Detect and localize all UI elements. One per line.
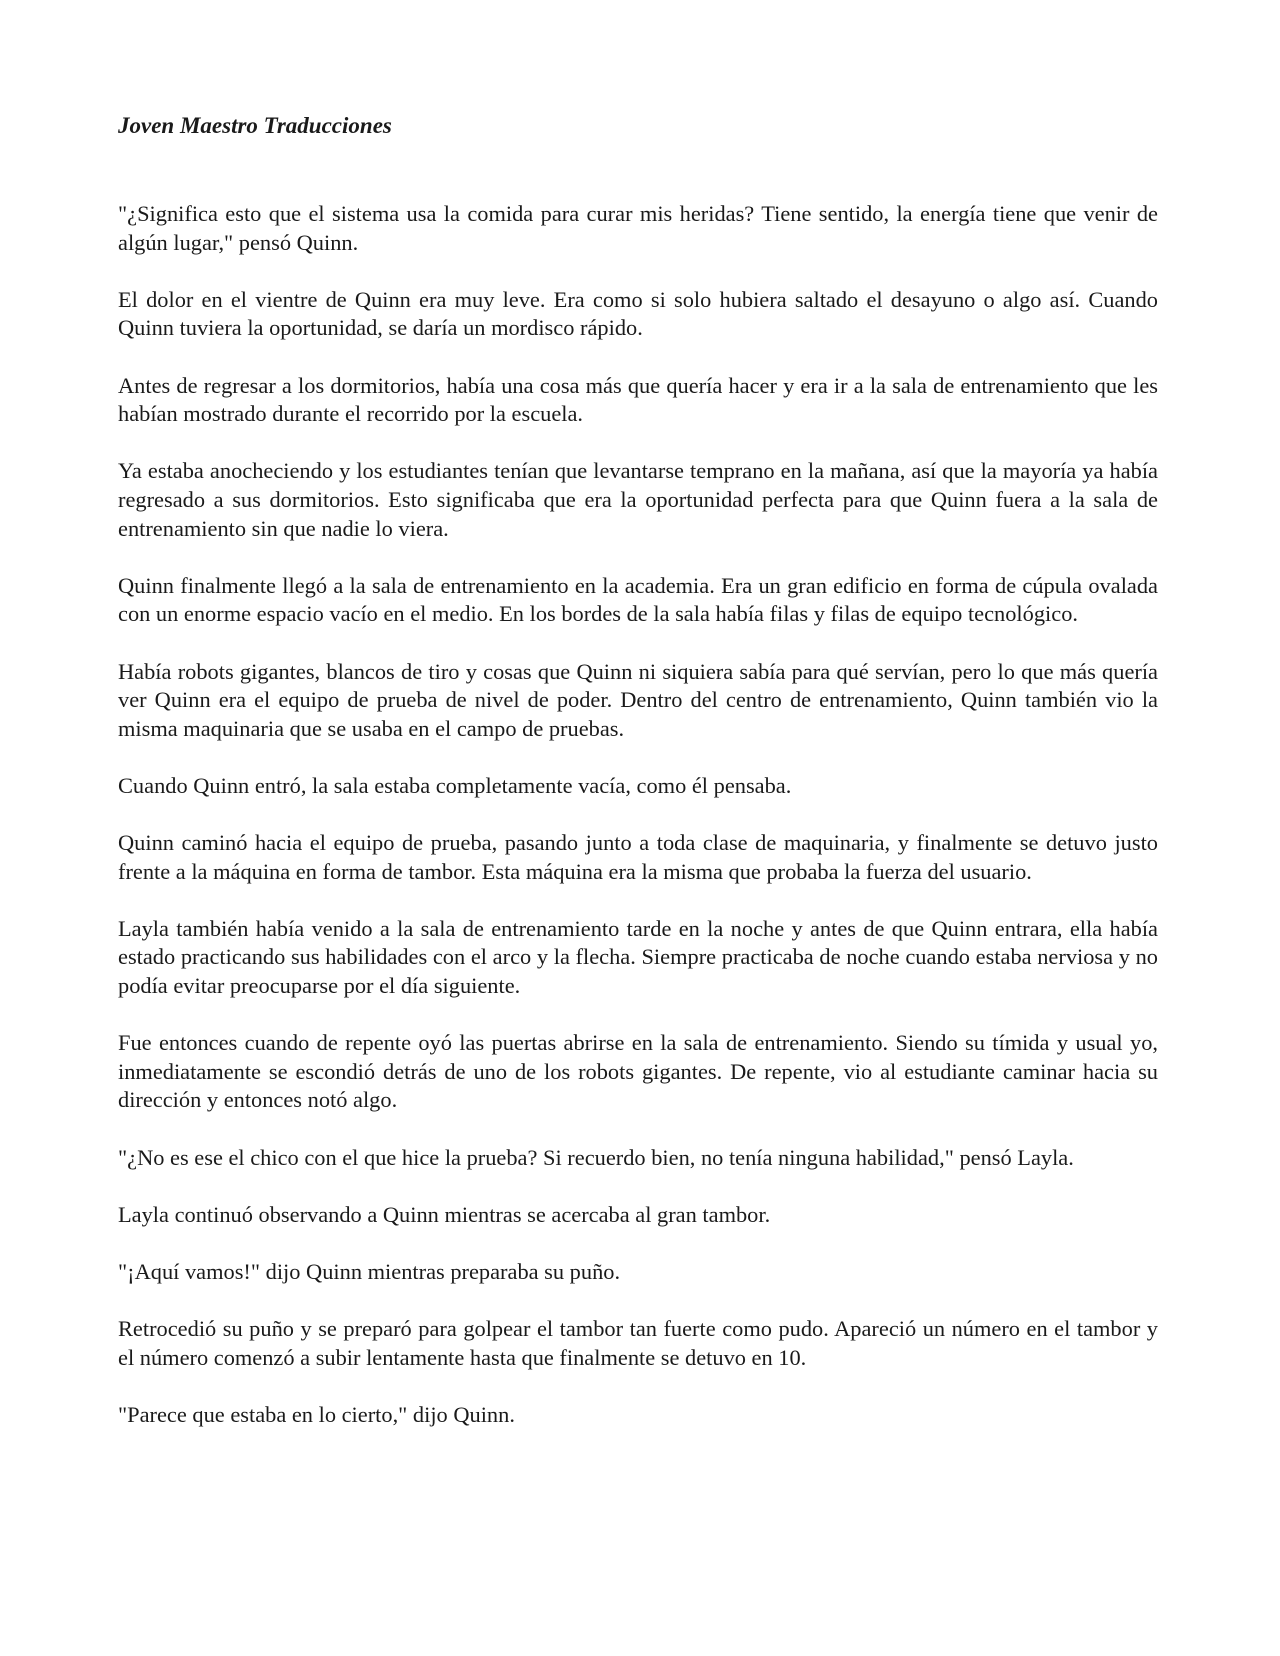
- paragraph: "Parece que estaba en lo cierto," dijo Quinn.: [118, 1401, 515, 1427]
- paragraph: Fue entonces cuando de repente oyó las puertas abrirse en la sala de entrenamiento. Siendo su tímida y usual yo, inmediatamente se escondió detrás de uno de los robots gigantes. De repente, vio al estudiante caminar hacia su dirección y entonces notó algo.: [118, 1030, 1158, 1113]
- paragraph: Quinn caminó hacia el equipo de prueba, pasando junto a toda clase de maquinaria, y finalmente se detuvo justo frente a la máquina en forma de tambor. Esta máquina era la misma que probaba la fuerza del usuario.: [118, 830, 1158, 884]
- document-page: [118, 112, 1158, 1458]
- paragraph: Layla también había venido a la sala de entrenamiento tarde en la noche y antes de que Quinn entrara, ella había estado practicando sus habilidades con el arco y la flecha. Siempre practicaba de noche cuando estaba nerviosa y no podía evitar preocuparse por el día siguiente.: [118, 915, 1158, 999]
- paragraph: "¡Aquí vamos!" dijo Quinn mientras preparaba su puño.: [118, 1258, 621, 1284]
- paragraph: El dolor en el vientre de Quinn era muy leve. Era como si solo hubiera saltado el desayuno o algo así. Cuando Quinn tuviera la oportunidad, se daría un mordisco rápido.: [118, 286, 1158, 341]
- paragraph: "¿Significa esto que el sistema usa la comida para curar mis heridas? Tiene sentido, la energía tiene que venir de algún lugar," pensó Quinn.: [118, 201, 1158, 255]
- paragraph: Layla continuó observando a Quinn mientras se acercaba al gran tambor.: [118, 1201, 771, 1227]
- paragraph: Antes de regresar a los dormitorios, había una cosa más que quería hacer y era ir a la sala de entrenamiento que les habían mostrado durante el recorrido por la escuela.: [118, 372, 1158, 427]
- paragraph: Retrocedió su puño y se preparó para golpear el tambor tan fuerte como pudo. Apareció un número en el tambor y el número comenzó a subir lentamente hasta que finalmente se detuvo en 10.: [118, 1316, 1158, 1370]
- paragraph: Había robots gigantes, blancos de tiro y cosas que Quinn ni siquiera sabía para qué servían, pero lo que más quería ver Quinn era el equipo de prueba de nivel de poder. Dentro del centro de entrenamiento, Quinn también vio la misma maquinaria que se usaba en el campo de pruebas.: [118, 658, 1158, 741]
- paragraph: Quinn finalmente llegó a la sala de entrenamiento en la academia. Era un gran edificio en forma de cúpula ovalada con un enorme espacio vacío en el medio. En los bordes de la sala había filas y filas de equipo tecnológico.: [118, 572, 1158, 627]
- paragraph: Cuando Quinn entró, la sala estaba completamente vacía, como él pensaba.: [118, 772, 792, 798]
- document-header: Joven Maestro Traducciones: [118, 113, 392, 138]
- paragraph: "¿No es ese el chico con el que hice la prueba? Si recuerdo bien, no tenía ninguna habilidad," pensó Layla.: [118, 1144, 1074, 1170]
- paragraph: Ya estaba anocheciendo y los estudiantes tenían que levantarse temprano en la mañana, así que la mayoría ya había regresado a sus dormitorios. Esto significaba que era la oportunidad perfecta para que Quinn fuera a la sala de entrenamiento sin que nadie lo viera.: [118, 458, 1158, 541]
